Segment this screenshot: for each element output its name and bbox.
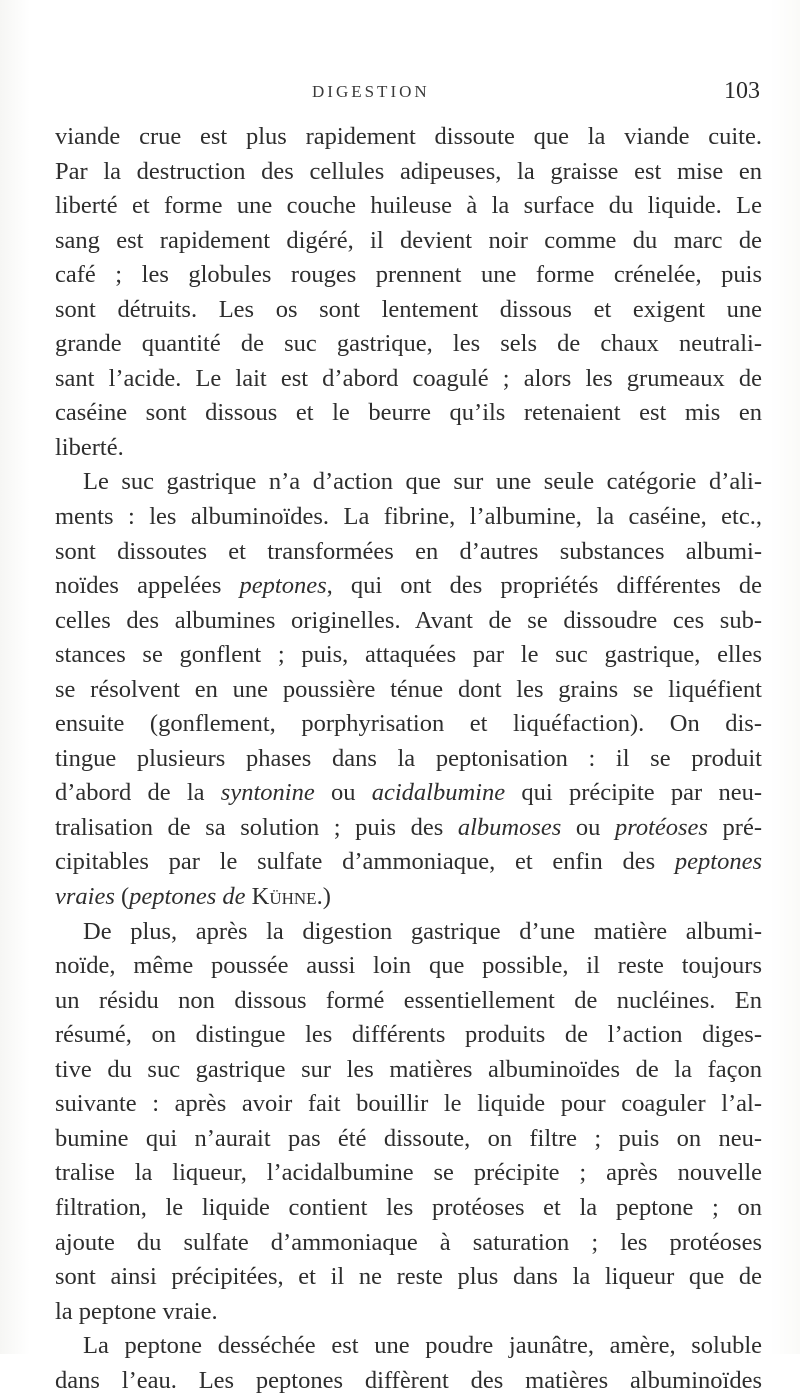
text-line bbox=[55, 327, 762, 362]
text-line bbox=[55, 1156, 762, 1191]
running-title: DIGESTION bbox=[312, 82, 430, 101]
text-run: noïdes appelées bbox=[55, 572, 240, 600]
text-line bbox=[55, 742, 762, 777]
text-run: pré- bbox=[707, 813, 762, 841]
italic-term: syntonine bbox=[220, 779, 315, 807]
text-line bbox=[55, 1087, 762, 1122]
text-run: filtration, le liquide contient les protéoses et la peptone ; on bbox=[55, 1193, 762, 1221]
page-number: 103 bbox=[724, 78, 760, 104]
text-run: , qui ont des propriétés différentes de bbox=[326, 572, 762, 600]
text-run: ajoute du sulfate d’ammoniaque à saturation ; les protéoses bbox=[55, 1228, 762, 1256]
text-line bbox=[55, 1053, 762, 1088]
text-run: ou bbox=[561, 813, 615, 841]
text-line bbox=[55, 500, 762, 535]
italic-term: albumoses bbox=[457, 813, 562, 841]
text-run: résumé, on distingue les différents produits de l’action diges- bbox=[55, 1021, 762, 1049]
italic-term: acidalbumine bbox=[371, 779, 506, 807]
text-run: caséine sont dissous et le beurre qu’ils retenaient est mis en bbox=[55, 399, 762, 427]
text-line bbox=[55, 638, 762, 673]
text-line bbox=[55, 362, 762, 397]
text-run: tive du suc gastrique sur les matières albuminoïdes de la façon bbox=[55, 1055, 762, 1083]
text-line bbox=[55, 1018, 762, 1053]
text-run: ensuite (gonflement, porphyrisation et liquéfaction). On dis- bbox=[55, 710, 762, 738]
text-run: stances se gonflent ; puis, attaquées par le suc gastrique, elles bbox=[55, 641, 762, 669]
text-line bbox=[55, 396, 762, 431]
author-name: Kühne bbox=[251, 883, 317, 911]
text-run: café ; les globules rouges prennent une forme crénelée, puis bbox=[55, 261, 762, 289]
text-run: La peptone desséchée est une poudre jaunâtre, amère, soluble bbox=[83, 1332, 762, 1360]
text-line bbox=[55, 1226, 762, 1261]
text-run: cipitables par le sulfate d’ammoniaque, et enfin des bbox=[55, 848, 675, 876]
text-line bbox=[55, 984, 762, 1019]
text-line bbox=[55, 811, 762, 846]
italic-term: vraies bbox=[55, 883, 115, 911]
text-line bbox=[55, 431, 762, 466]
text-line bbox=[55, 707, 762, 742]
text-run: sant l’acide. Le lait est d’abord coagulé ; alors les grumeaux de bbox=[55, 364, 762, 392]
text-run: celles des albumines originelles. Avant de se dissoudre ces sub- bbox=[55, 606, 762, 634]
text-run: .) bbox=[316, 883, 331, 911]
italic-term: protéoses bbox=[614, 813, 708, 841]
text-line bbox=[55, 224, 762, 259]
text-run: liberté. bbox=[55, 433, 124, 461]
text-line bbox=[55, 535, 762, 570]
text-line bbox=[55, 1364, 762, 1398]
text-line bbox=[55, 776, 762, 811]
text-line bbox=[55, 465, 762, 500]
text-run: tralise la liqueur, l’acidalbumine se précipite ; après nouvelle bbox=[55, 1159, 762, 1187]
page-header bbox=[300, 78, 760, 116]
italic-term: peptones bbox=[239, 572, 327, 600]
text-line bbox=[55, 1295, 762, 1330]
text-line bbox=[55, 569, 762, 604]
text-run: Le suc gastrique n’a d’action que sur une seule catégorie d’ali- bbox=[83, 468, 762, 496]
text-line bbox=[55, 120, 762, 155]
text-run: se résolvent en une poussière ténue dont les grains se liquéfient bbox=[55, 675, 762, 703]
text-line bbox=[55, 949, 762, 984]
italic-term: peptones de bbox=[129, 883, 246, 911]
text-line bbox=[55, 258, 762, 293]
body-text bbox=[55, 120, 762, 1398]
text-line bbox=[55, 1260, 762, 1295]
text-line bbox=[55, 845, 762, 880]
text-line bbox=[55, 880, 762, 915]
italic-term: peptones bbox=[674, 848, 762, 876]
text-line bbox=[55, 673, 762, 708]
text-line bbox=[55, 1329, 762, 1364]
text-run: sont dissoutes et transformées en d’autres substances albumi- bbox=[55, 537, 762, 565]
text-run: ( bbox=[114, 883, 130, 911]
text-run: tingue plusieurs phases dans la peptonisation : il se produit bbox=[55, 744, 762, 772]
text-run: sont détruits. Les os sont lentement dissous et exigent une bbox=[55, 295, 762, 323]
text-line bbox=[55, 189, 762, 224]
text-run: viande crue est plus rapidement dissoute que la viande cuite. bbox=[55, 123, 762, 150]
text-run: tralisation de sa solution ; puis des bbox=[55, 813, 458, 841]
text-run: sont ainsi précipitées, et il ne reste plus dans la liqueur que de bbox=[55, 1263, 762, 1291]
text-run: bumine qui n’aurait pas été dissoute, on filtre ; puis on neu- bbox=[55, 1124, 762, 1152]
text-run: grande quantité de suc gastrique, les sels de chaux neutrali- bbox=[55, 330, 762, 358]
text-run: liberté et forme une couche huileuse à la surface du liquide. Le bbox=[55, 192, 762, 220]
text-line bbox=[55, 155, 762, 190]
text-run: De plus, après la digestion gastrique d’une matière albumi- bbox=[83, 917, 762, 945]
text-run: ments : les albuminoïdes. La fibrine, l’albumine, la caséine, etc., bbox=[55, 503, 762, 531]
text-run: Par la destruction des cellules adipeuses, la graisse est mise en bbox=[55, 157, 762, 185]
text-run: d’abord de la bbox=[55, 779, 221, 807]
text-run: un résidu non dissous formé essentiellement de nucléines. En bbox=[55, 986, 762, 1014]
text-line bbox=[55, 1191, 762, 1226]
text-run: la peptone vraie. bbox=[55, 1297, 218, 1325]
text-line bbox=[55, 293, 762, 328]
text-run: qui précipite par neu- bbox=[505, 779, 762, 807]
text-run: suivante : après avoir fait bouillir le liquide pour coaguler l’al- bbox=[55, 1090, 762, 1118]
text-line bbox=[55, 1122, 762, 1157]
text-line bbox=[55, 604, 762, 639]
text-line bbox=[55, 915, 762, 950]
text-run: ou bbox=[314, 779, 372, 807]
text-run: dans l’eau. Les peptones diffèrent des matières albuminoïdes bbox=[55, 1366, 762, 1394]
text-run: sang est rapidement digéré, il devient noir comme du marc de bbox=[55, 226, 762, 254]
text-run: noïde, même poussée aussi loin que possible, il reste toujours bbox=[55, 952, 762, 980]
